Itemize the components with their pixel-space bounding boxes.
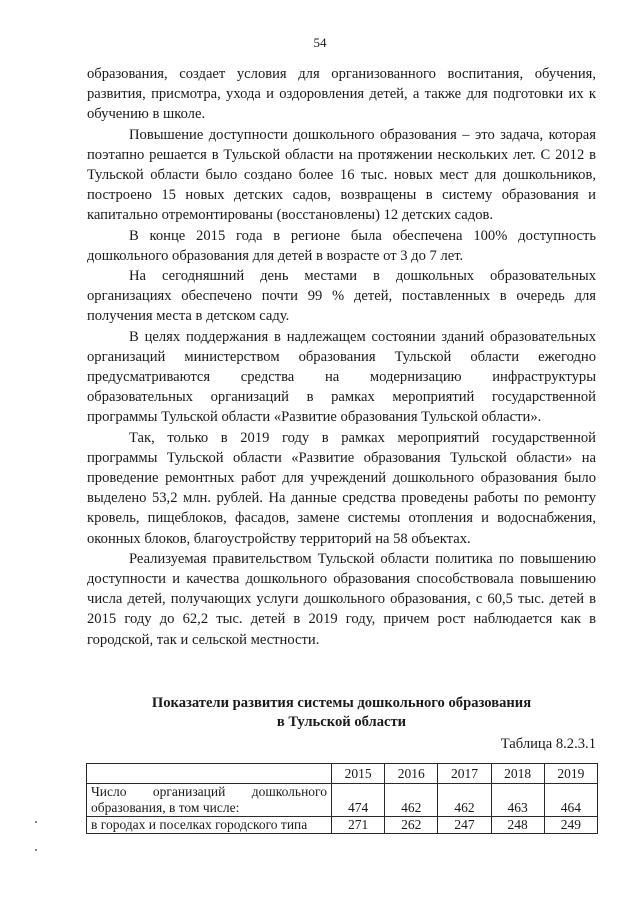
paragraph: Так, только в 2019 году в рамках мероприятий государственной программы Тульской области «Развитие образования Тульской области» на проведение ремонтных работ для учреждений дошкольного образования было выделено 53,2 млн. рублей. На данные средства проведены работы по ремонту кровель, пищеблоков, фасадов, замене системы отопления и водоснабжения, оконных блоков, благоустройству территорий на 58 объектах. [87,429,596,547]
body-text [87,64,596,650]
table-cell: 247 [438,817,491,834]
table-cell: 248 [491,817,544,834]
paragraph: В целях поддержания в надлежащем состоянии зданий образовательных организаций министерством образования Тульской области ежегодно предусматриваются средства на модернизацию инфраструктуры образовательных организаций в рамках мероприятий государственной программы Тульской области «Развитие образования Тульской области». [87,328,596,426]
paragraph: образования, создает условия для организованного воспитания, обучения, развития, присмотра, ухода и оздоровления детей, а также для подготовки их к обучению в школе. [87,66,596,123]
table-title [87,694,596,732]
paragraph: Повышение доступности дошкольного образования – это задача, которая поэтапно решается в Тульской области на протяжении нескольких лет. С 2012 в Тульской области было создано более 16 тыс. новых мест для дошкольников, построено 15 новых детских садов, возвращены в систему образования и капитально отремонтированы (восстановлены) 12 детских садов. [87,126,596,224]
data-table [86,763,598,834]
table-cell: 463 [491,784,544,817]
table-row-label: в городах и поселках городского типа [87,817,332,834]
table-cell: 271 [332,817,385,834]
table-cell: 464 [544,784,597,817]
table-cell: 462 [438,784,491,817]
paragraph: На сегодняшний день местами в дошкольных образовательных организациях обеспечено почти 99 % детей, поставленных в очередь для получения места в детском саду. [87,268,596,325]
table-header-cell [87,764,332,784]
page-number: 54 [313,35,327,50]
table-title-line: в Тульской области [276,714,407,730]
table-row [87,817,598,834]
scan-mark [35,821,37,823]
paragraph: Реализуемая правительством Тульской области политика по повышению доступности и качества дошкольного образования способствовала повышению числа детей, получающих услуги дошкольного образования, с 60,5 тыс. детей в 2015 году до 62,2 тыс. детей в 2019 году, причем рост наблюдается как в городской, так и сельской местности. [87,550,596,648]
table-cell: 262 [385,817,438,834]
table-title-line: Показатели развития системы дошкольного образования [151,695,532,711]
table-label: Таблица 8.2.3.1 [500,736,596,752]
table-row [87,784,598,817]
table-header-cell: 2018 [491,764,544,784]
scan-mark [35,849,37,851]
table-header-cell: 2015 [332,764,385,784]
table-row-label: Число организаций дошкольного образования, в том числе: [87,784,332,817]
table-header-cell: 2017 [438,764,491,784]
table-cell: 474 [332,784,385,817]
table-header-cell: 2016 [385,764,438,784]
table-cell: 249 [544,817,597,834]
table-header-cell: 2019 [544,764,597,784]
table-header-row [87,764,598,784]
table-cell: 462 [385,784,438,817]
paragraph: В конце 2015 года в регионе была обеспечена 100% доступность дошкольного образования для детей в возрасте от 3 до 7 лет. [87,227,596,264]
